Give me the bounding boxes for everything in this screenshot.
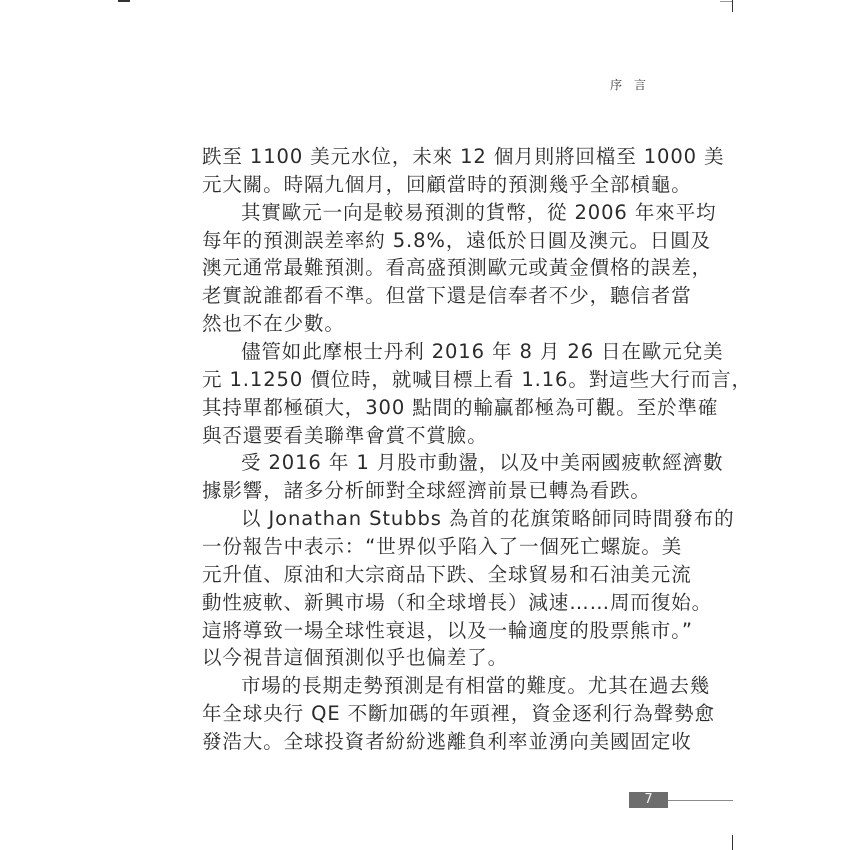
text-line: 以今視昔這個預測似乎也偏差了。: [202, 646, 509, 670]
text-line: 發浩大。全球投資者紛紛逃離負利率並湧向美國固定收: [202, 730, 692, 754]
text-line: 元升值、原油和大宗商品下跌、全球貿易和石油美元流: [202, 562, 692, 586]
text-line: 一份報告中表示：“世界似乎陷入了一個死亡螺旋。美: [202, 535, 683, 559]
crop-mark-top-left: [118, 0, 130, 2]
body-text: [202, 143, 752, 756]
paragraph-5: [202, 505, 735, 672]
crop-mark-top-right: [732, 0, 733, 12]
text-line: 元 1.1250 價位時，就喊目標上看 1.16。對這些大行而言，: [202, 367, 752, 391]
paragraph-3: [202, 338, 752, 449]
text-line: 這將導致一場全球性衰退，以及一輪適度的股票熊市。”: [202, 618, 693, 642]
text-line: 與否還要看美聯準會賞不賞臉。: [202, 423, 488, 447]
text-line: 元大關。時隔九個月，回顧當時的預測幾乎全部槓龜。: [202, 172, 692, 196]
paragraph-4: [202, 449, 724, 505]
text-line: 市場的長期走勢預測是有相當的難度。尤其在過去幾: [241, 674, 711, 698]
page-number: 7: [629, 792, 668, 808]
text-line: 跌至 1100 美元水位，未來 12 個月則將回檔至 1000 美: [202, 145, 725, 168]
folio-rule: [668, 800, 733, 801]
text-line: 每年的預測誤差率約 5.8%，遠低於日圓及澳元。日圓及: [202, 228, 712, 252]
text-line: 然也不在少數。: [202, 312, 345, 336]
text-line: 其持單都極碩大，300 點間的輸贏都極為可觀。至於準確: [202, 395, 719, 419]
crop-mark-bottom-right: [732, 835, 733, 850]
paragraph-6: [202, 672, 715, 756]
text-line: 受 2016 年 1 月股市動盪，以及中美兩國疲軟經濟數: [241, 451, 724, 475]
paragraph-2: [202, 199, 717, 338]
text-line: 老實說誰都看不準。但當下還是信奉者不少，聽信者當: [202, 284, 692, 308]
crop-mark-top-right-h: [720, 1, 732, 2]
text-line: 動性疲軟、新興市場（和全球增長）減速……周而復始。: [202, 590, 713, 614]
text-line: 以 Jonathan Stubbs 為首的花旗策略師同時間發布的: [241, 507, 735, 531]
text-line: 其實歐元一向是較易預測的貨幣，從 2006 年來平均: [241, 200, 717, 224]
running-head: 序 言: [610, 78, 650, 92]
text-line: 儘管如此摩根士丹利 2016 年 8 月 26 日在歐元兌美: [241, 340, 724, 364]
text-line: 年全球央行 QE 不斷加碼的年頭裡，資金逐利行為聲勢愈: [202, 702, 715, 726]
paragraph-1: [202, 143, 725, 199]
text-line: 據影響，諸多分析師對全球經濟前景已轉為看跌。: [202, 479, 651, 503]
text-line: 澳元通常最難預測。看高盛預測歐元或黃金價格的誤差，: [202, 256, 713, 280]
